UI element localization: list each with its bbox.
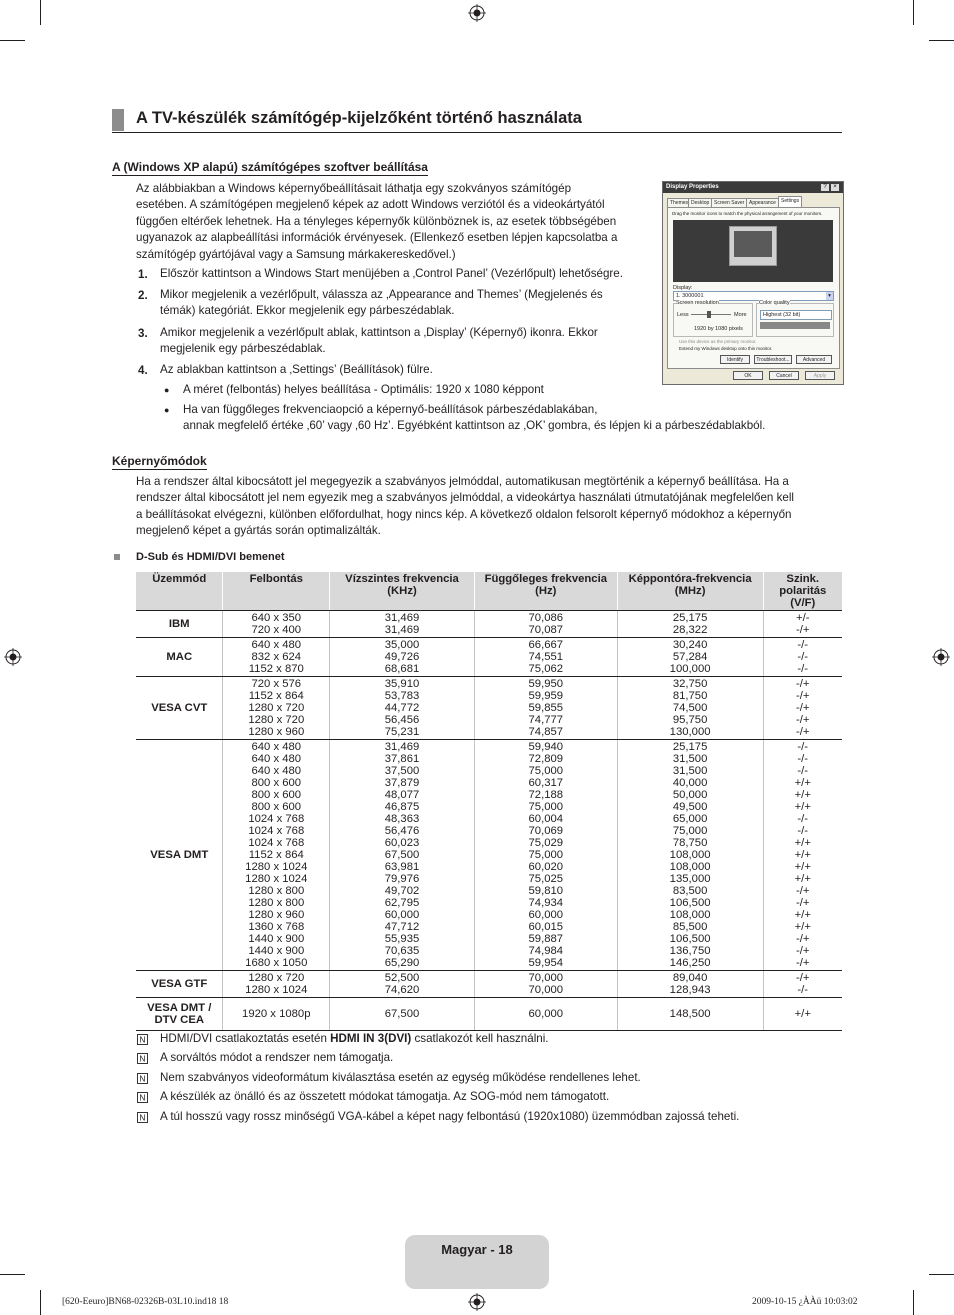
cell-value: -/- bbox=[797, 663, 809, 675]
cell-value: +/+ bbox=[794, 801, 811, 813]
cell-value: 128,943 bbox=[669, 984, 711, 996]
table-row bbox=[136, 740, 842, 971]
print-slug-left: [620-Eeuro]BN68-02326B-03L10.ind18 18 bbox=[62, 1297, 229, 1307]
value-cell bbox=[763, 998, 842, 1031]
tab-themes: Themes bbox=[667, 198, 691, 207]
note-text: HDMI/DVI csatlakoztatás esetén HDMI IN 3(DVI) csatlakozót kell használni. bbox=[160, 1032, 549, 1045]
cell-value: +/+ bbox=[794, 921, 811, 933]
cell-value: 106,500 bbox=[669, 897, 711, 909]
tab-screen-saver: Screen Saver bbox=[711, 198, 747, 207]
cell-value: 89,040 bbox=[672, 972, 708, 984]
cell-value: 74,551 bbox=[528, 651, 564, 663]
cell-value: 146,250 bbox=[669, 957, 711, 969]
mode-cell: VESA DMT / DTV CEA bbox=[136, 998, 223, 1031]
table-row bbox=[136, 638, 842, 677]
cell-value: 75,000 bbox=[672, 825, 708, 837]
cell-value: 1280 x 960 bbox=[248, 909, 305, 921]
cell-value: 53,783 bbox=[384, 690, 420, 702]
step-text: Amikor megjelenik a vezérlőpult ablak, kattintson a ‚Display’ (Képernyő) ikonra. Ekkor megjelenik egy párbeszédablak. bbox=[160, 326, 598, 356]
dialog-title: Display Properties bbox=[663, 182, 843, 193]
cell-value: -/+ bbox=[796, 678, 810, 690]
cell-value: 60,020 bbox=[528, 861, 564, 873]
cell-value: 59,940 bbox=[528, 741, 564, 753]
troubleshoot-button: Troubleshoot... bbox=[754, 355, 792, 364]
cell-value: 70,086 bbox=[528, 612, 564, 624]
cell-value: 30,240 bbox=[672, 639, 708, 651]
cell-value: +/+ bbox=[794, 909, 811, 921]
cancel-button: Cancel bbox=[769, 371, 799, 380]
cell-value: 1280 x 720 bbox=[248, 714, 305, 726]
cell-value: 59,954 bbox=[528, 957, 564, 969]
cell-value: 1024 x 768 bbox=[248, 813, 305, 825]
cell-value: 52,500 bbox=[384, 972, 420, 984]
cell-value: -/- bbox=[797, 765, 809, 777]
cell-value: 108,000 bbox=[669, 909, 711, 921]
value-cell bbox=[223, 998, 330, 1031]
display-select: 1. 3000001 ▾ bbox=[673, 291, 834, 301]
resolution-slider bbox=[691, 314, 731, 315]
cell-value: 49,500 bbox=[672, 801, 708, 813]
bullet-dot-icon: ● bbox=[164, 385, 170, 395]
cell-value: 70,000 bbox=[528, 984, 564, 996]
cell-value: 75,231 bbox=[384, 726, 420, 738]
cell-value: 35,910 bbox=[384, 678, 420, 690]
step-text: Mikor megjelenik a vezérlőpult, válassza az ‚Appearance and Themes’ (Megjelenés és témák) kategóriát. Ekkor megjelenik egy párbeszédablak. bbox=[160, 288, 603, 318]
cell-value: 67,500 bbox=[384, 1008, 420, 1020]
ok-button: OK bbox=[733, 371, 763, 380]
page-title: A TV-készülék számítógép-kijelzőként történő használata bbox=[136, 109, 582, 127]
cell-value: 95,750 bbox=[672, 714, 708, 726]
page-number: Magyar - 18 bbox=[441, 1242, 513, 1257]
cell-value: 108,000 bbox=[669, 849, 711, 861]
cell-value: -/+ bbox=[796, 714, 810, 726]
registration-mark-icon bbox=[932, 648, 950, 666]
cell-value: -/+ bbox=[796, 945, 810, 957]
cell-value: 32,750 bbox=[672, 678, 708, 690]
value-cell bbox=[474, 611, 617, 638]
value-cell bbox=[617, 677, 763, 740]
value-cell bbox=[223, 740, 330, 971]
cell-value: 63,981 bbox=[384, 861, 420, 873]
cell-value: 48,077 bbox=[384, 789, 420, 801]
crop-mark bbox=[0, 40, 25, 41]
value-cell bbox=[474, 677, 617, 740]
cell-value: -/+ bbox=[796, 690, 810, 702]
value-cell bbox=[474, 638, 617, 677]
cell-value: 135,000 bbox=[669, 873, 711, 885]
cell-value: 1680 x 1050 bbox=[245, 957, 308, 969]
value-cell bbox=[223, 611, 330, 638]
value-cell bbox=[330, 971, 475, 998]
cell-value: +/+ bbox=[794, 777, 811, 789]
table-row bbox=[136, 971, 842, 998]
tab-settings: Settings bbox=[778, 196, 802, 207]
cell-value: 57,284 bbox=[672, 651, 708, 663]
apply-button: Apply bbox=[805, 371, 835, 380]
value-cell bbox=[330, 677, 475, 740]
cell-value: 59,855 bbox=[528, 702, 564, 714]
svg-text:N: N bbox=[139, 1053, 146, 1064]
cell-value: 60,000 bbox=[528, 1008, 564, 1020]
step-text: Az ablakban kattintson a ‚Settings’ (Beállítások) fülre. bbox=[160, 363, 433, 376]
cell-value: 47,712 bbox=[384, 921, 420, 933]
monitor-preview bbox=[673, 220, 833, 282]
cell-value: -/- bbox=[797, 651, 809, 663]
cell-value: +/+ bbox=[794, 873, 811, 885]
cell-value: 1024 x 768 bbox=[248, 825, 305, 837]
cell-value: -/- bbox=[797, 813, 809, 825]
registration-mark-icon bbox=[4, 648, 22, 666]
value-cell bbox=[763, 677, 842, 740]
cell-value: 1152 x 864 bbox=[248, 690, 304, 702]
checkbox-extend: Extend my Windows desktop onto this monitor. bbox=[679, 346, 773, 351]
cell-value: 640 x 350 bbox=[251, 612, 302, 624]
cell-value: 83,500 bbox=[672, 885, 708, 897]
cell-value: 136,750 bbox=[669, 945, 711, 957]
cell-value: -/+ bbox=[796, 726, 810, 738]
color-select: Highest (32 bit) bbox=[760, 310, 832, 320]
cell-value: 832 x 624 bbox=[251, 651, 302, 663]
value-cell bbox=[474, 998, 617, 1031]
step-number: 3. bbox=[138, 327, 148, 340]
column-header: Szink. polaritás (V/F) bbox=[763, 572, 842, 611]
value-cell bbox=[617, 740, 763, 971]
cell-value: 70,069 bbox=[528, 825, 564, 837]
cell-value: 640 x 480 bbox=[251, 765, 302, 777]
cell-value: 25,175 bbox=[672, 612, 708, 624]
chevron-down-icon: ▾ bbox=[826, 292, 833, 300]
cell-value: 35,000 bbox=[384, 639, 420, 651]
mode-cell: IBM bbox=[136, 611, 223, 638]
cell-value: 60,023 bbox=[384, 837, 420, 849]
cell-value: 1280 x 720 bbox=[248, 972, 305, 984]
column-header: Képpontóra-frekvencia (MHz) bbox=[617, 572, 763, 611]
cell-value: 68,681 bbox=[384, 663, 420, 675]
cell-value: 1280 x 1024 bbox=[245, 861, 308, 873]
section2-intro: Ha a rendszer által kibocsátott jel megegyezik a szabványos jelmóddal, automatikusan megtörténik a képernyő beállítása. Ha a rendszer által kibocsátott jel nem egyezik meg a szabványos jelmóddal, a videokártya használati útmutatójának megfelelően kell a beállításokat elvégezni, különben előfordulhat, hogy nincs kép. A következő oldalon felsorolt képernyő módokhoz a képernyőn megjelenő képet a gyártás során optimalizálták. bbox=[136, 475, 794, 538]
step-number: 2. bbox=[138, 289, 148, 302]
cell-value: 85,500 bbox=[672, 921, 708, 933]
cell-value: 1280 x 800 bbox=[248, 897, 305, 909]
color-quality-group: Color quality Highest (32 bit) bbox=[756, 303, 834, 337]
title-marker bbox=[112, 109, 124, 131]
cell-value: 48,363 bbox=[384, 813, 420, 825]
table-header-row bbox=[136, 572, 842, 611]
cell-value: 62,795 bbox=[384, 897, 420, 909]
dialog-instruction: Drag the monitor icons to match the physical arrangement of your monitors. bbox=[672, 211, 823, 216]
cell-value: 74,500 bbox=[672, 702, 708, 714]
step-text: Először kattintson a Windows Start menüjében a ‚Control Panel’ (Vezérlőpult) lehetőségre. bbox=[160, 267, 623, 280]
cell-value: 50,000 bbox=[672, 789, 708, 801]
bullet-text: A méret (felbontás) helyes beállítása - Optimális: 1920 x 1080 képpont bbox=[183, 383, 544, 396]
bullet-text: Ha van függőleges frekvenciaopció a képernyő-beállítások párbeszédablakában, annak megfelelő értéke ‚60’ vagy ‚60 Hz’. Egyébként kattintson az ‚OK’ gombra, és lépjen ki a párbeszédablakból. bbox=[183, 403, 766, 433]
cell-value: 1440 x 900 bbox=[248, 945, 305, 957]
registration-mark-icon bbox=[468, 4, 486, 22]
cell-value: 1280 x 1024 bbox=[245, 984, 308, 996]
cell-value: 60,015 bbox=[528, 921, 564, 933]
note-icon bbox=[137, 1112, 148, 1123]
value-cell bbox=[617, 638, 763, 677]
table-row bbox=[136, 611, 842, 638]
cell-value: 40,000 bbox=[672, 777, 708, 789]
registration-mark-icon bbox=[468, 1293, 486, 1311]
value-cell bbox=[330, 998, 475, 1031]
cell-value: -/+ bbox=[796, 933, 810, 945]
cell-value: 74,620 bbox=[384, 984, 420, 996]
cell-value: 1280 x 960 bbox=[248, 726, 305, 738]
cell-value: -/+ bbox=[796, 972, 810, 984]
cell-value: 72,809 bbox=[528, 753, 564, 765]
cell-value: 70,087 bbox=[528, 624, 564, 636]
note-text: A túl hosszú vagy rossz minőségű VGA-kábel a képet nagy felbontású (1920x1080) üzemmódban zajossá teheti. bbox=[160, 1110, 740, 1123]
tab-appearance: Appearance bbox=[746, 198, 779, 207]
cell-value: 640 x 480 bbox=[251, 639, 302, 651]
cell-value: -/+ bbox=[796, 897, 810, 909]
advanced-button: Advanced bbox=[796, 355, 832, 364]
crop-mark bbox=[929, 40, 954, 41]
cell-value: 75,029 bbox=[528, 837, 564, 849]
step-number: 4. bbox=[138, 364, 148, 377]
cell-value: 1440 x 900 bbox=[248, 933, 305, 945]
cell-value: 37,861 bbox=[384, 753, 420, 765]
cell-value: 44,772 bbox=[384, 702, 420, 714]
cell-value: -/+ bbox=[796, 885, 810, 897]
value-cell bbox=[474, 740, 617, 971]
value-cell bbox=[617, 971, 763, 998]
cell-value: 46,875 bbox=[384, 801, 420, 813]
crop-mark bbox=[0, 1274, 25, 1275]
note-icon bbox=[137, 1053, 148, 1064]
cell-value: -/- bbox=[797, 741, 809, 753]
cell-value: 72,188 bbox=[528, 789, 564, 801]
cell-value: 148,500 bbox=[669, 1008, 711, 1020]
cell-value: 49,726 bbox=[384, 651, 420, 663]
cell-value: 59,887 bbox=[528, 933, 564, 945]
cell-value: 640 x 480 bbox=[251, 741, 302, 753]
cell-value: +/+ bbox=[794, 789, 811, 801]
cell-value: -/+ bbox=[796, 957, 810, 969]
table-subheading: D-Sub és HDMI/DVI bemenet bbox=[136, 551, 285, 563]
column-header: Függőleges frekvencia (Hz) bbox=[474, 572, 617, 611]
value-cell bbox=[223, 971, 330, 998]
bullet-dot-icon: ● bbox=[164, 405, 170, 415]
svg-text:N: N bbox=[139, 1073, 146, 1084]
value-cell bbox=[763, 611, 842, 638]
cell-value: 106,500 bbox=[669, 933, 711, 945]
mode-cell: VESA DMT bbox=[136, 740, 223, 971]
column-header: Üzemmód bbox=[136, 572, 223, 611]
slider-thumb bbox=[707, 311, 711, 318]
cell-value: 60,004 bbox=[528, 813, 564, 825]
value-cell bbox=[330, 638, 475, 677]
mode-cell: MAC bbox=[136, 638, 223, 677]
cell-value: 1280 x 1024 bbox=[245, 873, 308, 885]
svg-text:N: N bbox=[139, 1112, 146, 1123]
settings-panel bbox=[667, 207, 840, 369]
cell-value: 640 x 480 bbox=[251, 753, 302, 765]
crop-mark bbox=[40, 0, 41, 25]
cell-value: 78,750 bbox=[672, 837, 708, 849]
cell-value: 66,667 bbox=[528, 639, 564, 651]
value-cell bbox=[474, 971, 617, 998]
tab-desktop: Desktop bbox=[688, 198, 712, 207]
color-bar bbox=[760, 322, 830, 329]
resolution-group: Screen resolution Less More 1920 by 1080 pixels bbox=[673, 303, 753, 337]
help-icon: ? bbox=[821, 184, 829, 191]
cell-value: 75,025 bbox=[528, 873, 564, 885]
section-heading-software: A (Windows XP alapú) számítógépes szoftver beállítása bbox=[112, 160, 428, 174]
cell-value: 720 x 400 bbox=[251, 624, 302, 636]
cell-value: 60,000 bbox=[384, 909, 420, 921]
cell-value: 31,469 bbox=[384, 741, 420, 753]
crop-mark bbox=[913, 1290, 914, 1315]
cell-value: -/- bbox=[797, 984, 809, 996]
cell-value: 49,702 bbox=[384, 885, 420, 897]
value-cell bbox=[617, 611, 763, 638]
mode-cell: VESA CVT bbox=[136, 677, 223, 740]
cell-value: -/+ bbox=[796, 702, 810, 714]
cell-value: 1280 x 720 bbox=[248, 702, 305, 714]
note-text: Nem szabványos videoformátum kiválasztása esetén az egység működése rendellenes lehet. bbox=[160, 1071, 641, 1084]
value-cell bbox=[330, 611, 475, 638]
cell-value: 74,984 bbox=[528, 945, 564, 957]
cell-value: 55,935 bbox=[384, 933, 420, 945]
cell-value: -/- bbox=[797, 825, 809, 837]
cell-value: 130,000 bbox=[669, 726, 711, 738]
cell-value: 56,476 bbox=[384, 825, 420, 837]
cell-value: 31,469 bbox=[384, 624, 420, 636]
note-text: A készülék az önálló és az összetett módokat támogatja. Az SOG-mód nem támogatott. bbox=[160, 1090, 610, 1103]
cell-value: 67,500 bbox=[384, 849, 420, 861]
cell-value: 28,322 bbox=[672, 624, 708, 636]
value-cell bbox=[763, 740, 842, 971]
column-header: Felbontás bbox=[223, 572, 330, 611]
step-number: 1. bbox=[138, 268, 148, 281]
cell-value: 74,934 bbox=[528, 897, 564, 909]
value-cell bbox=[223, 677, 330, 740]
cell-value: 59,810 bbox=[528, 885, 564, 897]
value-cell bbox=[223, 638, 330, 677]
cell-value: 59,959 bbox=[528, 690, 564, 702]
cell-value: 74,777 bbox=[528, 714, 564, 726]
value-cell bbox=[617, 998, 763, 1031]
page-title-bar bbox=[112, 108, 842, 133]
cell-value: 70,635 bbox=[384, 945, 420, 957]
note-icon bbox=[137, 1073, 148, 1084]
table-row bbox=[136, 677, 842, 740]
close-icon: × bbox=[831, 184, 839, 191]
cell-value: 59,950 bbox=[528, 678, 564, 690]
svg-text:N: N bbox=[139, 1092, 146, 1103]
cell-value: 108,000 bbox=[669, 861, 711, 873]
cell-value: 800 x 600 bbox=[251, 777, 302, 789]
cell-value: 65,290 bbox=[384, 957, 420, 969]
section-heading-screen-modes: Képernyőmódok bbox=[112, 454, 207, 468]
cell-value: 75,000 bbox=[528, 765, 564, 777]
cell-value: 60,000 bbox=[528, 909, 564, 921]
cell-value: 74,857 bbox=[528, 726, 564, 738]
table-row bbox=[136, 998, 842, 1031]
cell-value: +/+ bbox=[794, 1008, 811, 1020]
crop-mark bbox=[40, 1290, 41, 1315]
column-header: Vízszintes frekvencia (KHz) bbox=[330, 572, 475, 611]
display-properties-dialog bbox=[662, 181, 844, 385]
display-label: Display: bbox=[673, 285, 693, 291]
cell-value: 800 x 600 bbox=[251, 801, 302, 813]
cell-value: +/+ bbox=[794, 849, 811, 861]
cell-value: 100,000 bbox=[669, 663, 711, 675]
mode-cell: VESA GTF bbox=[136, 971, 223, 998]
cell-value: 1920 x 1080p bbox=[242, 1008, 311, 1020]
identify-button: Identify bbox=[720, 355, 750, 364]
square-bullet-icon bbox=[114, 554, 120, 560]
cell-value: 37,879 bbox=[384, 777, 420, 789]
cell-value: 37,500 bbox=[384, 765, 420, 777]
cell-value: -/- bbox=[797, 639, 809, 651]
cell-value: 70,000 bbox=[528, 972, 564, 984]
cell-value: 31,469 bbox=[384, 612, 420, 624]
cell-value: 56,456 bbox=[384, 714, 420, 726]
cell-value: 25,175 bbox=[672, 741, 708, 753]
cell-value: 31,500 bbox=[672, 765, 708, 777]
checkbox-primary: Use this device as the primary monitor. bbox=[679, 339, 757, 344]
value-cell bbox=[330, 740, 475, 971]
cell-value: -/- bbox=[797, 753, 809, 765]
value-cell bbox=[763, 971, 842, 998]
cell-value: +/+ bbox=[794, 837, 811, 849]
cell-value: 1152 x 864 bbox=[248, 849, 304, 861]
print-slug-right: 2009-10-15 ¿ÀÀü 10:03:02 bbox=[752, 1297, 858, 1307]
crop-mark bbox=[913, 0, 914, 25]
cell-value: 60,317 bbox=[528, 777, 564, 789]
note-text: A sorváltós módot a rendszer nem támogatja. bbox=[160, 1051, 394, 1064]
cell-value: 81,750 bbox=[672, 690, 708, 702]
cell-value: +/+ bbox=[794, 861, 811, 873]
cell-value: 65,000 bbox=[672, 813, 708, 825]
crop-mark bbox=[929, 1274, 954, 1275]
note-icon bbox=[137, 1092, 148, 1103]
cell-value: 1360 x 768 bbox=[248, 921, 305, 933]
value-cell bbox=[763, 638, 842, 677]
section1-intro: Az alábbiakban a Windows képernyőbeállításait láthatja egy szokványos számítógép esetében. A számítógépen megjelenő képek az adott Windows verziótól és a videokártyától függően eltérőek lehetnek. Ha a tényleges képernyők különböznek is, az esetek többségében ugyanazok az alapbeállítási információk érvényesek. (Ellenkező esetben lépjen kapcsolatba a számítógép gyártójával vagy a Samsung márkakereskedővel.) bbox=[136, 182, 618, 261]
cell-value: 31,500 bbox=[672, 753, 708, 765]
cell-value: +/- bbox=[796, 612, 810, 624]
screen-modes-table bbox=[136, 572, 842, 1031]
cell-value: 800 x 600 bbox=[251, 789, 302, 801]
cell-value: 75,000 bbox=[528, 849, 564, 861]
cell-value: -/+ bbox=[796, 624, 810, 636]
cell-value: 1280 x 800 bbox=[248, 885, 305, 897]
cell-value: 720 x 576 bbox=[251, 678, 302, 690]
cell-value: 1152 x 870 bbox=[248, 663, 304, 675]
svg-text:N: N bbox=[139, 1034, 146, 1045]
monitor-icon bbox=[729, 226, 777, 266]
cell-value: 79,976 bbox=[384, 873, 420, 885]
cell-value: 75,000 bbox=[528, 801, 564, 813]
note-icon bbox=[137, 1034, 148, 1045]
cell-value: 75,062 bbox=[528, 663, 564, 675]
cell-value: 1024 x 768 bbox=[248, 837, 305, 849]
